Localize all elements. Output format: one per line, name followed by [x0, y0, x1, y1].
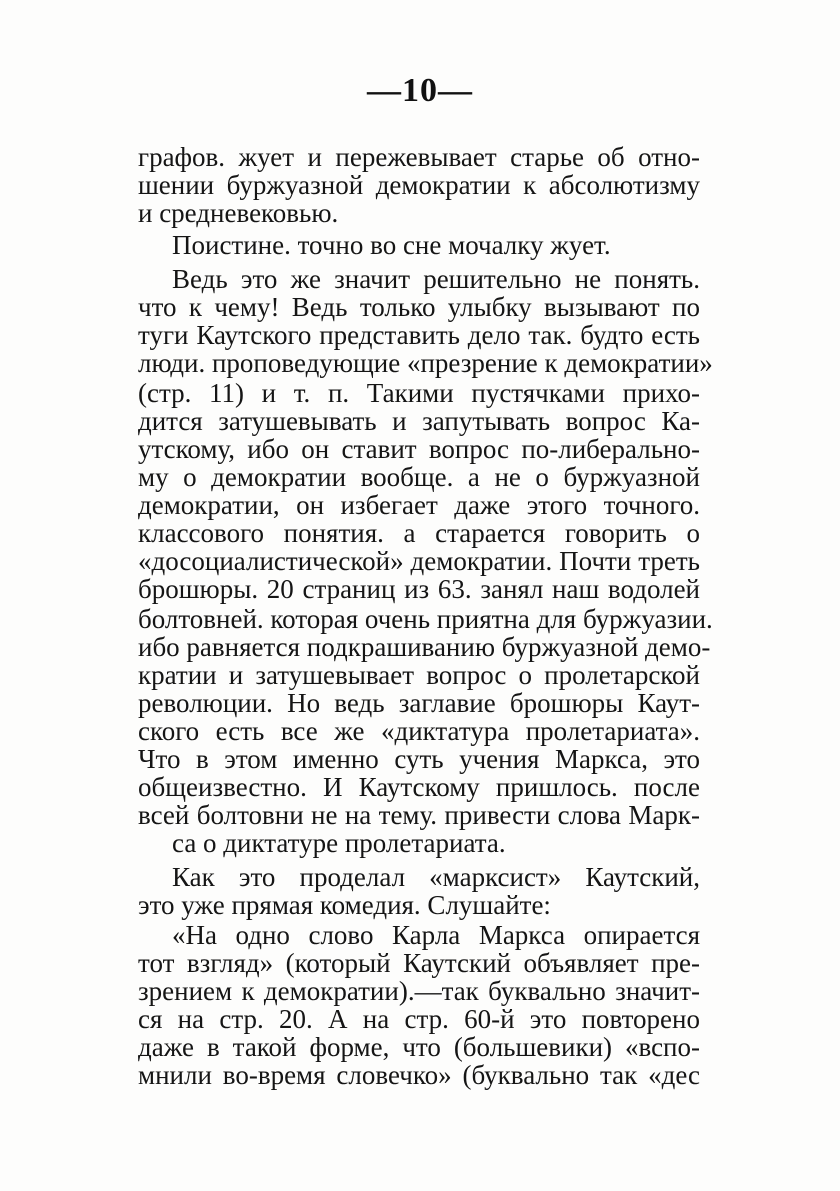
text-line: му о демократии вообще. а не о буржуазной	[138, 462, 700, 492]
text-line: туги Каутского представить дело так. будто есть	[138, 320, 700, 350]
text-line: болтовней. которая очень приятна для буржуазии.	[138, 604, 713, 634]
text-line: Поистине. точно во сне мочалку жует.	[172, 230, 611, 260]
text-line: всей болтовни не на тему. привести слова Марк-	[138, 800, 700, 830]
text-line: (стр. 11) и т. п. Такими пустячками прихо-	[138, 378, 700, 408]
text-line: са о диктатуре пролетариата.	[172, 828, 506, 858]
text-line: брошюры. 20 страниц из 63. занял наш водолей	[138, 574, 700, 604]
text-line: кратии и затушевывает вопрос о пролетарской	[138, 660, 700, 690]
text-line: Ведь это же значит решительно не понять.	[172, 264, 700, 294]
text-line: утскому, ибо он ставит вопрос по-либерально-	[138, 434, 700, 464]
text-line: это уже прямая комедия. Слушайте:	[138, 890, 551, 920]
text-line: ибо равняется подкрашиванию буржуазной демо-	[138, 632, 711, 662]
text-line: Как это проделал «марксист» Каутский,	[172, 862, 700, 892]
text-line: графов. жует и пережевывает старье об отно-	[138, 142, 700, 172]
text-line: шении буржуазной демократии к абсолютизму	[138, 170, 700, 200]
text-line: что к чему! Ведь только улыбку вызывают по	[138, 292, 700, 322]
text-line: зрением к демократии).—так буквально значит-	[138, 976, 700, 1006]
text-line: Что в этом именно суть учения Маркса, это	[138, 744, 700, 774]
text-line: ского есть все же «диктатура пролетариата».	[138, 716, 700, 746]
text-line: и средневековью.	[138, 198, 339, 228]
text-line: общеизвестно. И Каутскому пришлось. после	[138, 772, 700, 802]
text-line: люди. проповедующие «презрение к демократии»	[138, 348, 713, 378]
text-line: классового понятия. а старается говорить о	[138, 518, 700, 548]
text-line: дится затушевывать и запутывать вопрос Ка-	[138, 406, 700, 436]
text-line: «досоциалистической» демократии. Почти треть	[138, 546, 700, 576]
text-line: тот взгляд» (который Каутский объявляет пре-	[138, 948, 700, 978]
text-line: ся на стр. 20. А на стр. 60-й это повторено	[138, 1004, 700, 1034]
page-number: —10—	[367, 72, 473, 109]
text-line: мнили во-время словечко» (буквально так «дес	[138, 1060, 700, 1090]
text-line: даже в такой форме, что (большевики) «вспо-	[138, 1032, 700, 1062]
text-line: демократии, он избегает даже этого точного.	[138, 490, 700, 520]
text-line: «На одно слово Карла Маркса опирается	[172, 920, 700, 950]
text-line: революции. Но ведь заглавие брошюры Каут-	[138, 688, 700, 718]
